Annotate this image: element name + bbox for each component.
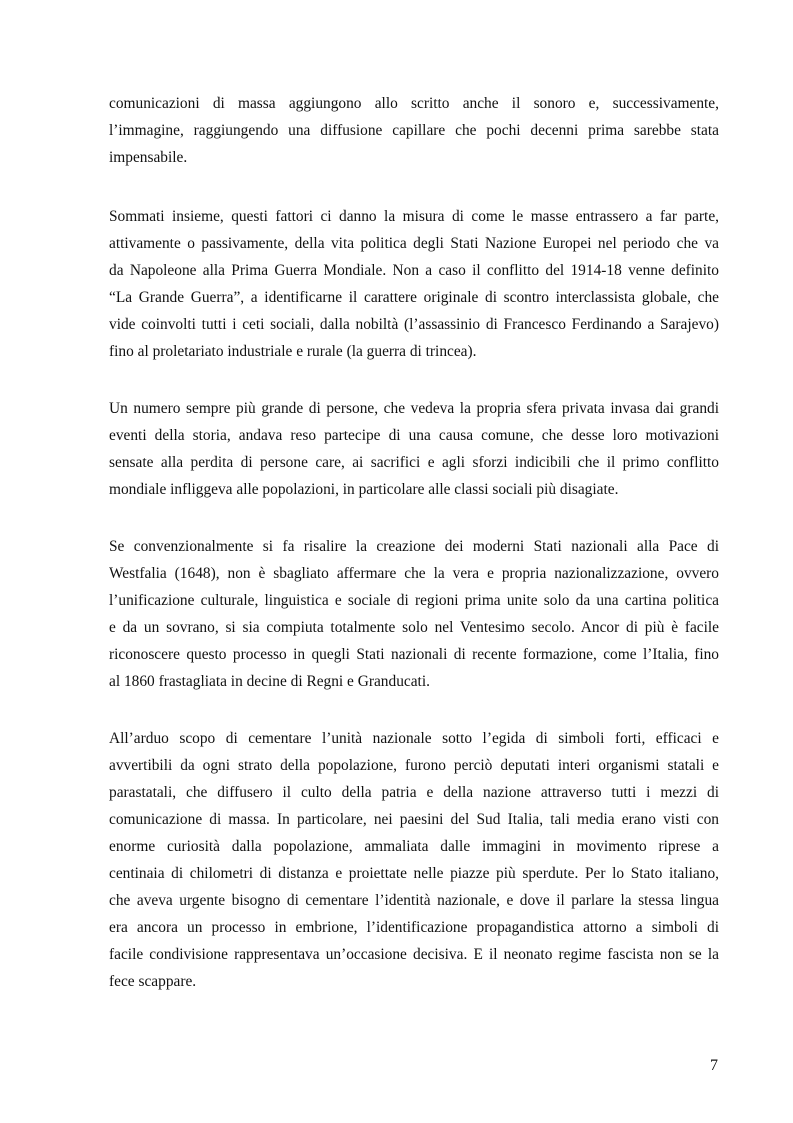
- text-line: centinaia di chilometri di distanza e proiettate nelle piazze più sperdute. Per lo Stato italiano,: [109, 865, 719, 882]
- text-line: al 1860 frastagliata in decine di Regni e Granducati.: [109, 673, 430, 690]
- text-line: “La Grande Guerra”, a identificarne il carattere originale di scontro interclassista globale, che: [109, 289, 719, 306]
- paragraph-2: [109, 203, 719, 365]
- paragraph-3: [109, 395, 719, 503]
- text-line: l’immagine, raggiungendo una diffusione capillare che pochi decenni prima sarebbe stata: [109, 122, 719, 139]
- text-line: mondiale infliggeva alle popolazioni, in particolare alle classi sociali più disagiate.: [109, 481, 619, 498]
- text-line: fece scappare.: [109, 973, 197, 990]
- text-line: avvertibili da ogni strato della popolazione, furono perciò deputati interi organismi statali e: [109, 757, 719, 774]
- paragraph-1: [109, 90, 719, 171]
- text-line: comunicazioni di massa aggiungono allo scritto anche il sonoro e, successivamente,: [109, 95, 719, 112]
- text-line: da Napoleone alla Prima Guerra Mondiale. Non a caso il conflitto del 1914-18 venne definito: [109, 262, 719, 279]
- text-line: All’arduo scopo di cementare l’unità nazionale sotto l’egida di simboli forti, efficaci e: [109, 730, 719, 747]
- text-line: Un numero sempre più grande di persone, che vedeva la propria sfera privata invasa dai grandi: [109, 400, 719, 417]
- text-line: facile condivisione rappresentava un’occasione decisiva. E il neonato regime fascista non se la: [109, 946, 719, 963]
- text-line: comunicazione di massa. In particolare, nei paesini del Sud Italia, tali media erano visti con: [109, 811, 719, 828]
- text-line: attivamente o passivamente, della vita politica degli Stati Nazione Europei nel periodo che va: [109, 235, 719, 252]
- text-line: vide coinvolti tutti i ceti sociali, dalla nobiltà (l’assassinio di Francesco Ferdinando a Sarajevo): [109, 316, 719, 333]
- text-line: che aveva urgente bisogno di cementare l’identità nazionale, e dove il parlare la stessa lingua: [109, 892, 719, 909]
- text-line: fino al proletariato industriale e rurale (la guerra di trincea).: [109, 343, 477, 360]
- text-line: enorme curiosità dalla popolazione, ammaliata dalle immagini in movimento riprese a: [109, 838, 719, 855]
- text-line: Westfalia (1648), non è sbagliato affermare che la vera e propria nazionalizzazione, ovvero: [109, 565, 719, 582]
- paragraph-5: [109, 725, 719, 995]
- text-line: sensate alla perdita di persone care, ai sacrifici e agli sforzi indicibili che il primo conflitto: [109, 454, 719, 471]
- page-number: 7: [710, 1057, 718, 1074]
- text-line: riconoscere questo processo in quegli Stati nazionali di recente formazione, come l’Italia, fino: [109, 646, 719, 663]
- text-line: Se convenzionalmente si fa risalire la creazione dei moderni Stati nazionali alla Pace di: [109, 538, 719, 555]
- paragraph-4: [109, 533, 719, 695]
- text-line: impensabile.: [109, 149, 188, 166]
- text-line: era ancora un processo in embrione, l’identificazione propagandistica attorno a simboli di: [109, 919, 719, 936]
- text-line: parastatali, che diffusero il culto della patria e della nazione attraverso tutti i mezzi di: [109, 784, 719, 801]
- text-line: Sommati insieme, questi fattori ci danno la misura di come le masse entrassero a far parte,: [109, 208, 719, 225]
- text-line: l’unificazione culturale, linguistica e sociale di regioni prima unite solo da una cartina politica: [109, 592, 719, 609]
- text-line: eventi della storia, andava reso partecipe di una causa comune, che desse loro motivazioni: [109, 427, 719, 444]
- text-line: e da un sovrano, si sia compiuta totalmente solo nel Ventesimo secolo. Ancor di più è facile: [109, 619, 719, 636]
